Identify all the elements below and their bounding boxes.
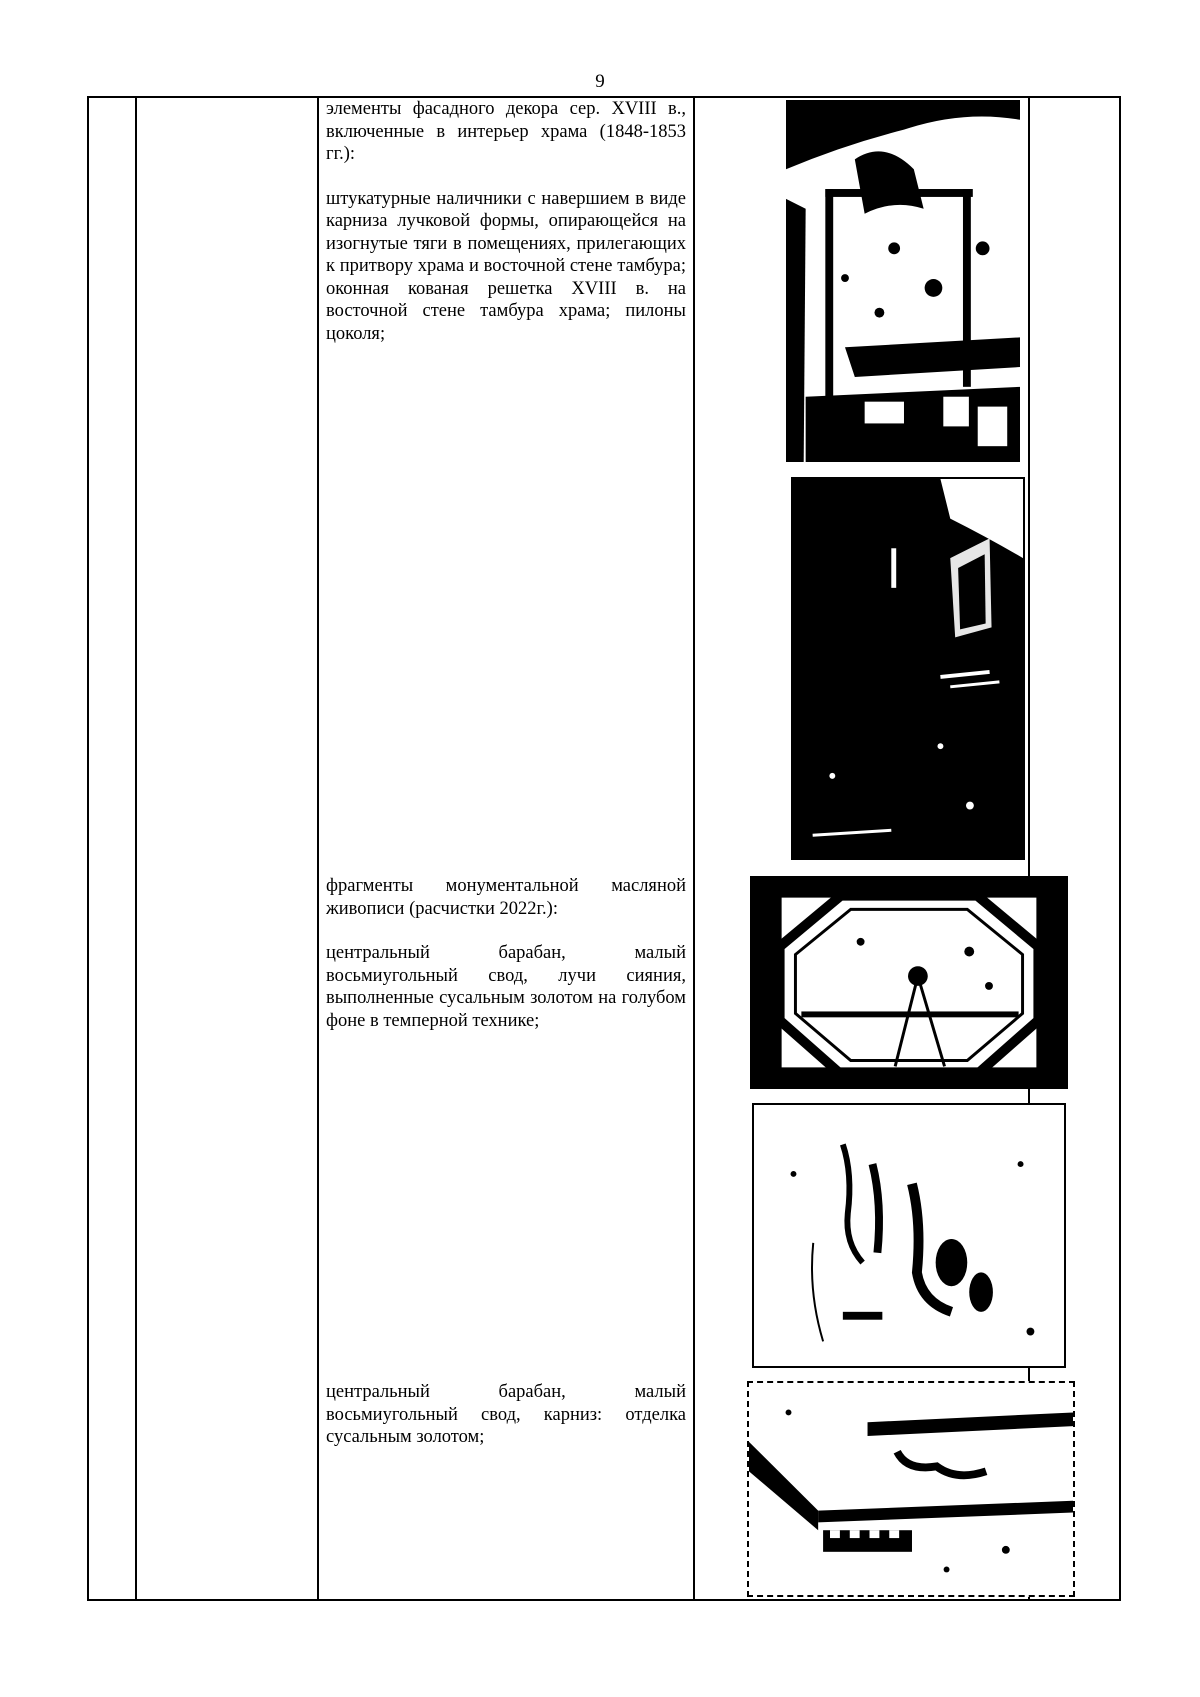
column-divider-1 <box>135 98 137 1599</box>
rays-painting-photo <box>752 1103 1066 1368</box>
text-block-oil-painting <box>326 875 686 1032</box>
oil-painting-body: центральный барабан, малый восьмиугольный свод, лучи сияния, выполненные сусальным золотом на голубом фоне в темперной технике; <box>326 943 686 1031</box>
wrought-iron-grille-photo <box>791 477 1025 860</box>
facade-decor-body: штукатурные наличники с навершием в виде карниза лучковой формы, опирающейся на изогнутые тяги в помещениях, прилегающих к притвору храма и восточной стене тамбура; оконная кованая решетка XVIII в. на восточной стене тамбура храма; пилоны цоколя; <box>326 188 686 344</box>
text-block-cornice <box>326 1381 686 1449</box>
oil-painting-heading: фрагменты монументальной масляной живописи (расчистки 2022г.): <box>326 876 686 919</box>
cornice-body: центральный барабан, малый восьмиугольный свод, карниз: отделка сусальным золотом; <box>326 1382 686 1447</box>
octagonal-vault-photo <box>750 876 1068 1089</box>
column-divider-4 <box>1028 98 1030 1599</box>
column-divider-2 <box>317 98 319 1599</box>
window-casing-photo <box>784 98 1022 464</box>
cornice-gilding-photo <box>747 1381 1075 1597</box>
facade-decor-heading: элементы фасадного декора сер. XVIII в., включенные в интерьер храма (1848-1853 гг.): <box>326 99 686 164</box>
column-divider-3 <box>693 98 695 1599</box>
text-block-facade-decor <box>326 98 686 345</box>
page-number: 9 <box>595 71 605 92</box>
